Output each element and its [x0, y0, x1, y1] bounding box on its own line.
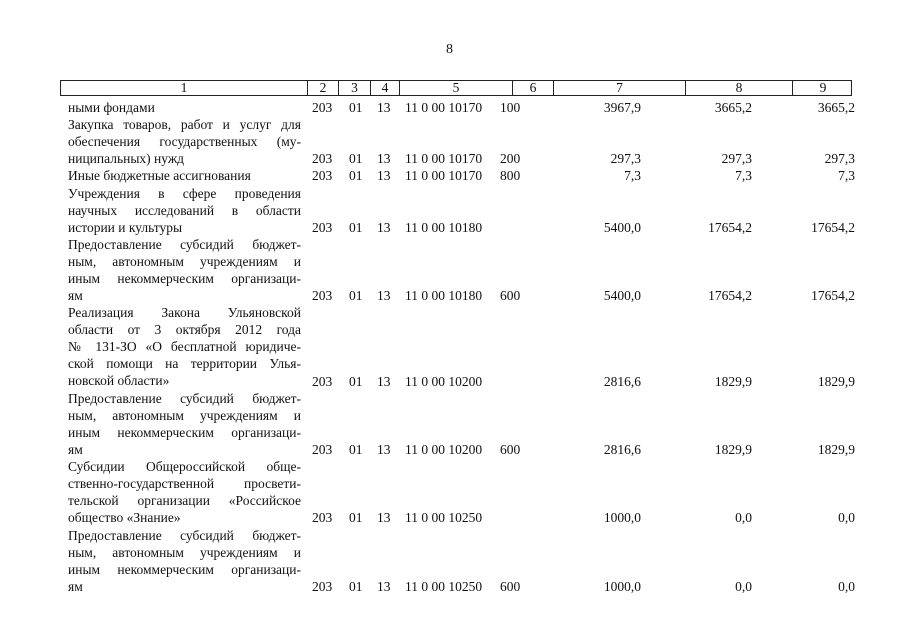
description-line: Учреждения в сфере проведения	[68, 185, 301, 201]
header-col-8: 8	[685, 81, 792, 95]
col-5-cell: 11 0 00 10200	[405, 441, 483, 457]
header-col-5: 5	[399, 81, 512, 95]
col-7-value: 3967,9	[603, 100, 641, 115]
col-9-value: 0,0	[838, 578, 855, 594]
table-row	[0, 167, 905, 184]
col-3-cell: 01	[349, 578, 363, 594]
col-4-cell: 13	[377, 441, 391, 457]
col-6-cell: 600	[500, 288, 521, 304]
table-row	[0, 390, 905, 458]
table-row	[0, 304, 905, 390]
table-header	[60, 80, 852, 96]
description-line: Предоставление субсидий бюджет-	[68, 236, 301, 252]
col-9-value: 1829,9	[817, 441, 855, 457]
description-line: ными фондами	[68, 100, 155, 115]
col-8-value: 297,3	[721, 151, 752, 167]
col-7-value: 5400,0	[603, 219, 641, 235]
col-7-value: 7,3	[624, 168, 641, 184]
description-line: Субсидии Общероссийской обще-	[68, 459, 301, 475]
description-line: Закупка товаров, работ и услуг для	[68, 117, 301, 133]
page-number: 8	[446, 42, 453, 57]
col-3-cell: 01	[349, 441, 363, 457]
row-description	[68, 99, 301, 116]
col-3-cell: 01	[349, 219, 363, 235]
col-6-cell: 600	[500, 578, 521, 594]
col-2-cell: 203	[312, 441, 333, 457]
col-5-cell: 11 0 00 10250	[405, 578, 483, 594]
description-line: истории и культуры	[68, 219, 183, 235]
col-7-value: 2816,6	[603, 373, 641, 389]
description-line: иным некоммерческим организаци-	[68, 424, 301, 440]
col-3-cell: 01	[349, 151, 363, 167]
header-col-2: 2	[307, 81, 338, 95]
col-3-cell: 01	[349, 373, 363, 389]
col-5-cell: 11 0 00 10200	[405, 373, 483, 389]
col-7-value: 1000,0	[603, 578, 641, 594]
col-8-value: 17654,2	[708, 219, 752, 235]
col-4-cell: 13	[377, 373, 391, 389]
col-4-cell: 13	[377, 288, 391, 304]
row-description	[68, 236, 301, 304]
description-line: ям	[68, 287, 83, 303]
description-line: обеспечения государственных (му-	[68, 134, 301, 150]
description-line: ным, автономным учреждениям и	[68, 544, 301, 560]
col-2-cell: 203	[312, 510, 333, 526]
row-description	[68, 527, 301, 595]
col-6-cell: 200	[500, 151, 521, 167]
col-9-value: 7,3	[838, 168, 855, 184]
description-line: № 131-ЗО «О бесплатной юридиче-	[68, 339, 301, 355]
col-3-cell: 01	[349, 168, 363, 184]
description-line: иным некоммерческим организаци-	[68, 270, 301, 286]
description-line: ным, автономным учреждениям и	[68, 253, 301, 269]
col-4-cell: 13	[377, 510, 391, 526]
col-7-value: 297,3	[610, 151, 641, 167]
description-line: ям	[68, 441, 83, 457]
description-line: ниципальных) нужд	[68, 151, 185, 167]
header-col-1: 1	[180, 80, 188, 95]
table-row	[0, 116, 905, 167]
row-description	[68, 390, 301, 458]
col-2-cell: 203	[312, 219, 333, 235]
description-line: ным, автономным учреждениям и	[68, 407, 301, 423]
description-line: Предоставление субсидий бюджет-	[68, 390, 301, 406]
col-4-cell: 13	[377, 578, 391, 594]
description-line: новской области»	[68, 373, 170, 389]
description-line: тельской организации «Российское	[68, 493, 301, 509]
col-2-cell: 203	[312, 288, 333, 304]
col-5-cell: 11 0 00 10170	[405, 151, 483, 167]
col-5-cell: 11 0 00 10170	[405, 100, 483, 115]
row-description	[68, 185, 301, 236]
col-8-value: 7,3	[735, 168, 752, 184]
col-8-value: 1829,9	[714, 373, 752, 389]
description-line: ям	[68, 578, 83, 594]
row-description	[68, 167, 301, 184]
col-4-cell: 13	[377, 219, 391, 235]
header-col-9: 9	[792, 81, 853, 95]
row-description	[68, 304, 301, 389]
table-row	[0, 185, 905, 236]
col-2-cell: 203	[312, 151, 333, 167]
col-3-cell: 01	[349, 510, 363, 526]
col-2-cell: 203	[312, 168, 333, 184]
description-line: Предоставление субсидий бюджет-	[68, 527, 301, 543]
table-row	[0, 236, 905, 304]
col-4-cell: 13	[377, 100, 391, 115]
col-8-value: 17654,2	[708, 288, 752, 304]
col-9-value: 17654,2	[811, 219, 855, 235]
header-col-4: 4	[370, 81, 399, 95]
col-5-cell: 11 0 00 10180	[405, 219, 483, 235]
col-6-cell: 600	[500, 441, 521, 457]
col-5-cell: 11 0 00 10180	[405, 288, 483, 304]
col-2-cell: 203	[312, 373, 333, 389]
row-description	[68, 458, 301, 526]
col-2-cell: 203	[312, 578, 333, 594]
col-5-cell: 11 0 00 10170	[405, 168, 483, 184]
col-7-value: 2816,6	[603, 441, 641, 457]
table-row	[0, 99, 905, 116]
col-6-cell: 800	[500, 168, 521, 184]
description-line: Реализация Закона Ульяновской	[68, 305, 301, 321]
description-line: Иные бюджетные ассигнования	[68, 168, 251, 184]
col-6-cell: 100	[500, 100, 521, 115]
header-col-6: 6	[512, 81, 553, 95]
col-3-cell: 01	[349, 288, 363, 304]
col-8-value: 0,0	[735, 510, 752, 526]
col-9-value: 1829,9	[817, 373, 855, 389]
col-7-value: 1000,0	[603, 510, 641, 526]
header-col-3: 3	[338, 81, 370, 95]
col-9-value: 3665,2	[817, 100, 855, 115]
col-8-value: 1829,9	[714, 441, 752, 457]
description-line: ственно-государственной просвети-	[68, 476, 301, 492]
col-7-value: 5400,0	[603, 288, 641, 304]
col-5-cell: 11 0 00 10250	[405, 510, 483, 526]
col-9-value: 17654,2	[811, 288, 855, 304]
description-line: общество «Знание»	[68, 510, 181, 526]
table-row	[0, 458, 905, 526]
header-col-7: 7	[553, 81, 685, 95]
col-4-cell: 13	[377, 151, 391, 167]
col-8-value: 0,0	[735, 578, 752, 594]
table-row	[0, 527, 905, 595]
description-line: области от 3 октября 2012 года	[68, 322, 301, 338]
col-8-value: 3665,2	[714, 100, 752, 115]
col-4-cell: 13	[377, 168, 391, 184]
col-2-cell: 203	[312, 100, 333, 115]
description-line: научных исследований в области	[68, 202, 301, 218]
col-9-value: 0,0	[838, 510, 855, 526]
row-description	[68, 116, 301, 167]
description-line: ской помощи на территории Улья-	[68, 356, 301, 372]
col-3-cell: 01	[349, 100, 363, 115]
description-line: иным некоммерческим организаци-	[68, 561, 301, 577]
col-9-value: 297,3	[824, 151, 855, 167]
